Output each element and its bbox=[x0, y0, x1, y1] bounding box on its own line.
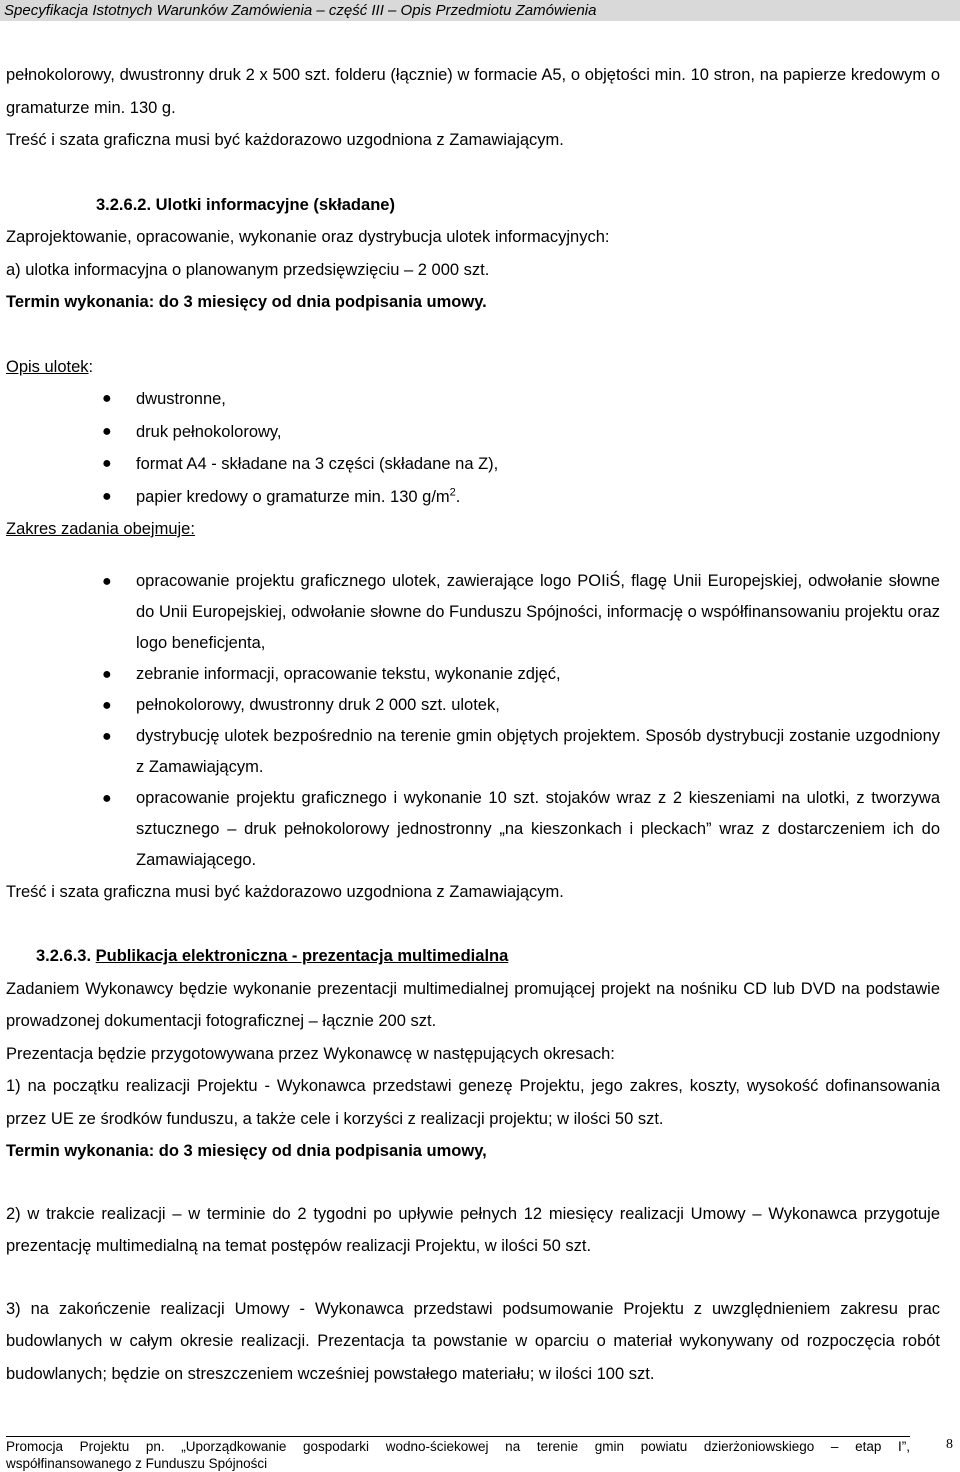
paragraph: Prezentacja będzie przygotowywana przez Wykonawcę w następujących okresach: bbox=[6, 1044, 615, 1063]
section-heading-3263: 3.2.6.3. Publikacja elektroniczna - prezentacja multimedialna bbox=[36, 947, 509, 965]
page-header: Specyfikacja Istotnych Warunków Zamówienia – część III – Opis Przedmiotu Zamówienia bbox=[0, 0, 960, 21]
paragraph: 1) na początku realizacji Projektu - Wykonawca przedstawi genezę Projektu, jego zakres, koszty, wysokość dofinansowania przez UE ze środków funduszu, a także cele i korzyści z realizacji projektu; w ilości 50 szt. bbox=[6, 1077, 940, 1128]
deadline: Termin wykonania: do 3 miesięcy od dnia podpisania umowy, bbox=[6, 1142, 487, 1160]
list-item: ● papier kredowy o gramaturze min. 130 $g/m^2$. bbox=[102, 486, 461, 506]
deadline: Termin wykonania: do 3 miesięcy od dnia podpisania umowy. bbox=[6, 293, 487, 311]
scope-list bbox=[6, 566, 940, 876]
list-item: ● opracowanie projektu graficznego i wykonanie 10 szt. stojaków wraz z 2 kieszeniami na ulotki, z tworzywa sztucznego – druk pełnokolorowy jednostronny „na kieszonkach i pleckach” wraz z dostarczeniem ich do Zamawiającego. bbox=[102, 788, 940, 869]
paragraph: 3) na zakończenie realizacji Umowy - Wykonawca przedstawi podsumowanie Projektu z uwzględnieniem zakresu prac budowlanych w całym okresie realizacji. Prezentacja ta powstanie w oparciu o materiał wykonywany od rozpoczęcia robót budowlanych; będzie on streszczeniem wcześniej powstałego materiału; w ilości 100 szt. bbox=[6, 1299, 940, 1383]
list-item: ● format A4 - składane na 3 części (składane na Z), bbox=[102, 455, 499, 473]
leaflet-description-label: Opis ulotek: bbox=[6, 357, 94, 376]
intro-note: Treść i szata graficzna musi być każdorazowo uzgodniona z Zamawiającym. bbox=[6, 131, 564, 149]
footer-line: Promocja Projektu pn. „Uporządkowanie gospodarki wodno-ściekowej na terenie gmin powiatu dzierżoniowskiego – etap I”, bbox=[6, 1439, 910, 1454]
paragraph: Zadaniem Wykonawcy będzie wykonanie prezentacji multimedialnej promującej projekt na nośniku CD lub DVD na podstawie prowadzonej dokumentacji fotograficznej – łącznie 200 szt. bbox=[6, 979, 940, 1030]
document-body bbox=[6, 59, 940, 1390]
intro-paragraph: pełnokolorowy, dwustronny druk 2 x 500 szt. folderu (łącznie) w formacie A5, o objętości min. 10 stron, na papierze kredowym o gramaturze min. 130 g. bbox=[6, 66, 940, 117]
page-number: 8 bbox=[946, 1437, 953, 1452]
list-item: ● zebranie informacji, opracowanie tekstu, wykonanie zdjęć, bbox=[102, 664, 561, 683]
list-item: ● dwustronne, bbox=[102, 390, 226, 408]
paragraph: Zaprojektowanie, opracowanie, wykonanie oraz dystrybucja ulotek informacyjnych: bbox=[6, 228, 610, 246]
closing-note: Treść i szata graficzna musi być każdorazowo uzgodniona z Zamawiającym. bbox=[6, 882, 564, 901]
paragraph: 2) w trakcie realizacji – w terminie do 2 tygodni po upływie pełnych 12 miesięcy realizacji Umowy – Wykonawca przygotuje prezentację multimedialną na temat postępów realizacji Projektu, w ilości 50 szt. bbox=[6, 1204, 940, 1255]
list-item: ● pełnokolorowy, dwustronny druk 2 000 szt. ulotek, bbox=[102, 695, 500, 714]
leaflet-description-list bbox=[6, 383, 940, 513]
list-item: ● opracowanie projektu graficznego ulotek, zawierające logo POIiŚ, flagę Unii Europejskiej, odwołanie słowne do Unii Europejskiej, odwołanie słowne do Funduszu Spójności, informację o współfinansowaniu projektu oraz logo beneficjenta, bbox=[102, 571, 940, 652]
section-heading-3262: 3.2.6.2. Ulotki informacyjne (składane) bbox=[96, 195, 395, 214]
page-footer bbox=[6, 1436, 910, 1472]
list-item: ● druk pełnokolorowy, bbox=[102, 422, 282, 441]
paragraph: a) ulotka informacyjna o planowanym przedsięwzięciu – 2 000 szt. bbox=[6, 260, 490, 279]
footer-line: współfinansowanego z Funduszu Spójności bbox=[6, 1456, 268, 1471]
scope-label: Zakres zadania obejmuje: bbox=[6, 520, 195, 538]
list-item: ● dystrybucję ulotek bezpośrednio na terenie gmin objętych projektem. Sposób dystrybucji zostanie uzgodniony z Zamawiającym. bbox=[102, 726, 940, 776]
